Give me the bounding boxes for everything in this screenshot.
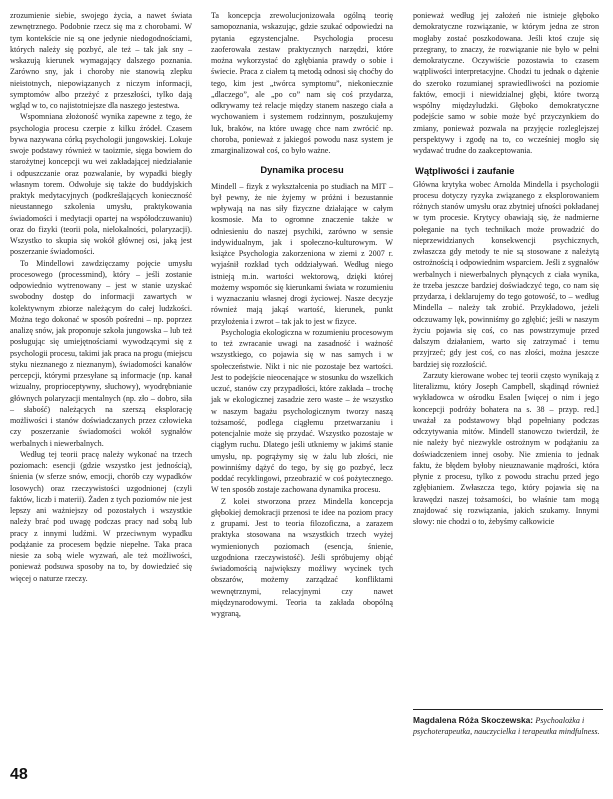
text-column-1	[10, 10, 192, 584]
section-heading-watpliwosci: Wątpliwości i zaufanie	[415, 165, 515, 177]
paragraph: Ta koncepcja zrewolucjonizowała ogólną teorię samopoznania, wskazując, gdzie szukać odpowiedzi na pytania egzystencjalne. Psychologia procesu zaoferowała zestaw praktycznych narzędzi, które można wykorzystać do zgłębiania prawdy o sobie i świecie. Praca z ciałem tą metodą odnosi się choćby do tego, kim jest „twórca symptomu”, niekoniecznie „dlaczego”, ale „po co” nam się coś przydarza, odkrywamy też relacje między stanem naszego ciała a wychowaniem i systemem rodzinnym, poszukujemy luk, braków, na które uwagę chce nam zwrócić np. choroba, ponieważ z jakiegoś powodu nasz system je zmarginalizował coś, co było ważne.	[211, 11, 393, 155]
paragraph: ponieważ według jej założeń nie istnieje głęboko demokratyczne rozwiązanie, w którym jedna ze stron mogłaby zostać poszkodowana. Jeśli ktoś czuje się przegrany, to znaczy, że rozwiązanie nie było w pełni demokratyczne. Oczywiście pozostawia to czasem wątpliwości interpretacyjne. Chodzi tu jednak o dążenie do szeroko rozumianej sprawiedliwości na poziomie faktów, emocji i niewidzialnej głębi, które tworzą wspólny międzyludzki. Głęboko demokratyczne podejście samo w sobie może być przyczynkiem do zmiany, ponieważ pozwala na przyjęcie rozleglejszej perspektywy i zgodę na to, co wcześniej mogło się wydawać trudne do zaakceptowania.	[413, 11, 599, 155]
text-column-3	[413, 10, 599, 527]
section-heading-dynamika: Dynamika procesu	[260, 164, 344, 176]
author-colon: :	[530, 715, 536, 725]
paragraph: Z kolei stworzona przez Mindella koncepcja głębokiej demokracji przenosi te idee na poziom pracy z grupami. Jest to teoria filozoficzna, a zarazem praktyka stosowana na wszystkich trzech wyżej wymienionych poziomach (esencja, śnienie, uzgodniona rzeczywistość). Jeśli spróbujemy objąć świadomością największy możliwy wycinek tych obszarów, możemy zarządzać konfliktami wewnętrznymi, relacyjnymi czy nawet międzynarodowymi. Teoria ta zakłada obopólną wygraną,	[211, 496, 393, 618]
paragraph: Główna krytyka wobec Arnolda Mindella i psychologii procesu dotyczy ryzyka związanego z eksplorowaniem różnych stanów umysłu oraz zbytniej ufności pokładanej w tym procesie. Krytycy obawiają się, że nadmierne połeganie na tych technikach może prowadzić do nieprzewidzianych konsekwencji psychicznych, zwłaszcza gdy metody te nie są stosowane z należytą ostrożnością i odpowiednim wsparciem. Jeśli z sygnałów werbalnych i niewerbalnych płynących z ciała wynika, że trzeba jeszcze bardziej doświadczyć tego, co nam się przydarza, i deklarujemy do tego gotowość, to – według Mindella – należy tak zrobić. Przykładowo, jeżeli odczuwamy lęk, powinniśmy go zgłębić; jeśli w naszym życiu pojawia się coś, co nas powstrzymuje przed dalszym działaniem, warto się zatrzymać i temu przyjrzeć; gdy jest coś, co nas złości, można jeszcze bardziej się rozzłościć.	[413, 179, 599, 369]
paragraph: Mindell – fizyk z wykształcenia po studiach na MIT – był pewny, że nie żyjemy w próżni i bezustannie wpływają na nas siły fizyczne działające w całym kosmosie. Ma to ogromne znaczenie także w odniesieniu do naszej psychiki, zarówno w sensie indywidualnym, jak i społeczno-kulturowym. W książce Psychologia zakorzeniona w ziemi z 2007 r. wyjaśnił rozkład tych oddziaływań. Według niego istnieją m.in. wartości wektorową, dzięki której możemy wspomóc się kierunkami świata w rozumieniu i wyznaczaniu własnej drogi życiowej. Nasze decyzje również mają jakąś wartość, kierunek, punkt przyłożenia i zwrot – tak jak to jest w fizyce.	[211, 181, 393, 326]
paragraph: To Mindellowi zawdzięczamy pojęcie umysłu procesowego (processmind), który – jeśli zostanie odpowiednio wytrenowany – jest w stanie uzyskać swobodny dostęp do informacji zawartych w kolektywnym zbiorze należącym do całej ludzkości. Można tego dokonać w sposób pośredni – np. poprzez analizę snów, jak proponuje szkoła jungowska – lub też posługując się umiejętnościami wywodzącymi się z psychologii procesu, takimi jak praca na progu (miejscu styku nieznanego z nieznanym), świadomości kanałów percepcji, którymi przesyłane są informacje (np. kanał wizualny, proprioceptywny, słuchowy), wyodrębnianie głównych polaryzacji mentalnych (np. zło – dobro, siła – słabość) należących na szerszą eksplorację możliwości i stanów doświadczanych przez człowieka czy poszerzanie świadomości wokół sygnałów werbalnych i niewerbalnych.	[10, 258, 192, 448]
paragraph: Psychologia ekologiczna w rozumieniu procesowym to też zwracanie uwagi na zasadność i ważność wszystkiego, co pojawia się w nas samych i w społeczeństwie. Nikt i nic nie pozostaje bez wartości. Jest to podejście nieocenające w stosunku do wszelkich uczuć, stanów czy przypadłości, które zakłada – trochę jak w ekologicznej zasadzie zero waste – że wszystko w naszym bagażu psychologicznym tworzy naszą tożsamość, podlega ciągłemu przetwarzaniu i potencjalnie może się przydać. Wszystko pozostaje w ciągłym ruchu. Dlatego jeśli utkniemy w jakimś stanie umysłu, np. pogrążymy się w żalu lub złości, nie powinniśmy dążyć do tego, by się go pozbyć, lecz poddać recyklingowi, przeobrazić w coś pożytecznego. W ten sposób zostaje zachowana dynamika procesu.	[211, 327, 393, 495]
paragraph: Wspomniana złożoność wynika zapewne z tego, że psychologia procesu czerpie z kilku źródeł. Czasem bywa nazywana córką psychologii jungowskiej. Lokuje swoje podstawy również w taoizmie, sięga bowiem do starożytnej koncepcji wu wei zakładającej niedziałanie i odpuszczanie oraz pozwalanie, by wypadki biegły własnym torem. Odwołuje się także do buddyjskich praktyk medytacyjnych (podkreślających konieczność nieustannego szkolenia umysłu, praktykowania świadomości i medytacji opartej na współodczuwaniu) oraz do fizyki (teorii pola, nielokalności, polaryzacji). Wszystko to skupia się wokół głównej osi, jaką jest poszerzanie świadomości.	[10, 112, 192, 257]
author-bio	[413, 715, 603, 737]
paragraph: Według tej teorii pracę należy wykonać na trzech poziomach: esencji (gdzie wszystko jest jednością), śnienia (w sferze snów, emocji, chorób czy wypadków losowych) oraz rzeczywistości uzgodnionej (czyli faktów, liczb i materii). Żaden z tych poziomów nie jest lepszy ani ważniejszy od pozostałych i wszystkie należy brać pod uwagę podczas pracy nad sobą lub pracy z innymi ludźmi. W przeciwnym wypadku podążanie za procesem będzie niepełne. Taka praca niesie za sobą wiele wyzwań, ale też możliwości, ponieważ podsuwa sposoby na to, by dowiedzieć się więcej o naturze rzeczy.	[10, 449, 192, 583]
paragraph: Zarzuty kierowane wobec tej teorii często wynikają z literalizmu, który Joseph Campbell, skądinąd również wykładowca w ośrodku Esalen [więcej o nim i jego koncepcji podróży bohatera na s. 38 – przyp. red.] uważał za podstawowy błąd popełniany podczas odczytywania mitów. Mindell stanowczo twierdził, że nie należy być niezwykle ostrożnym w podążaniu za doświadczeniem innej osoby. Nie zmienia to jednak faktu, że błędem byłoby nieuznawanie mądrości, która płynie z procesu, tylko z powodu strachu przed jego zgłębianiem. Zwłaszcza tego, który pojawia się na krawędzi naszej tożsamości, bo właśnie tam mogą znajdować się rozwiązania, jakich szukamy. Innymi słowy: nie chodzi o to, żebyśmy całkowicie	[413, 370, 599, 526]
author-name: Magdalena Róża Skoczewska	[413, 715, 531, 725]
paragraph: zrozumienie siebie, swojego życia, a nawet świata zewnętrznego. Podobnie rzecz się ma z chorobami. W tym kontekście nie są one jedynie niedogodnościami, których należy się pozbyć, ale też – tak jak sny – wskazują kierunek wymagający dalszego poznania. Zarówno sny, jak i choroby nie stanowią zlepku nieistotnych, niepowiązanych z niczym informacji, symptomów albo przeżyć z przeszłości, tylko dają wgląd w to, co najistotniejsze dla naszego jestestwa.	[10, 11, 192, 110]
author-role: Psychoalożka i psychoterapeutka, nauczycielka i terapeutka mindfulness.	[413, 716, 600, 736]
page-number: 48	[10, 766, 28, 783]
text-column-2	[211, 10, 393, 619]
bio-divider	[413, 709, 603, 710]
